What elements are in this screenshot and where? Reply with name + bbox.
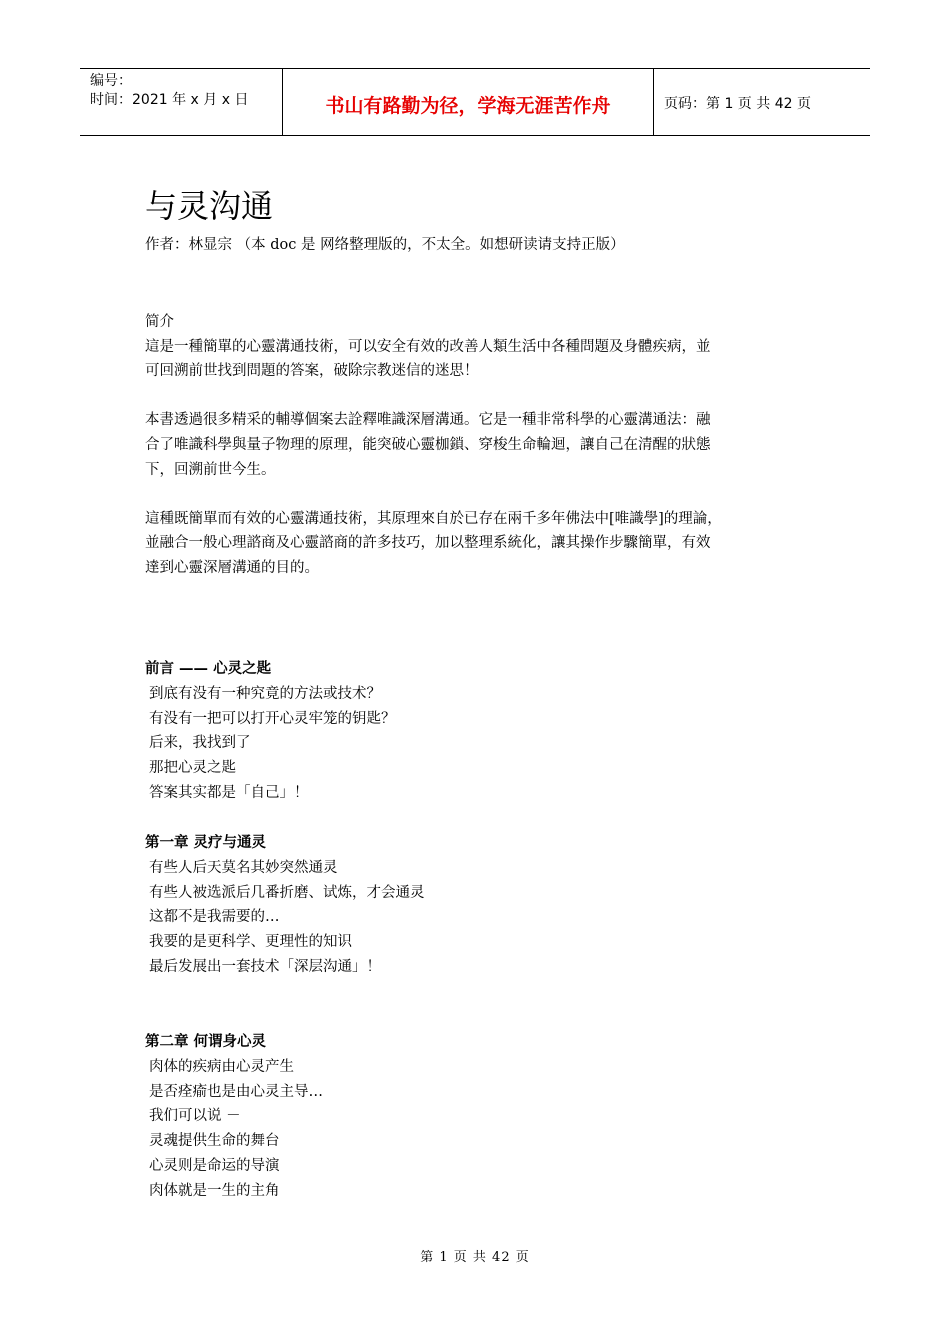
header-motto-text: 书山有路勤为径，学海无涯苦作舟 [325,94,611,117]
intro-p1-line2: 可回溯前世找到問題的答案，破除宗教迷信的迷思！ [145,363,479,380]
preface-line: 答案其实都是「自己」！ [149,784,309,801]
header-number: 编号： [90,73,132,89]
preface-heading: 前言 —— 心灵之匙 [145,661,272,677]
author-line: 作者：林显宗 （本 doc 是 网络整理版的，不太全。如想研读请支持正版） [145,237,625,253]
chapter2-line: 肉体就是一生的主角 [149,1182,280,1199]
intro-section [145,310,835,581]
intro-p1-line1: 這是一種簡單的心靈溝通技術，可以安全有效的改善人類生活中各種問題及身體疾病，並 [145,338,711,355]
header-page-text: 页码：第 1 页 共 42 页 [664,96,811,112]
chapter1-line: 这都不是我需要的… [149,909,280,926]
document-header [80,68,870,136]
chapter2-line: 是否痊瘉也是由心灵主导… [149,1083,323,1100]
chapter2-heading: 第二章 何谓身心灵 [145,1034,267,1050]
chapter2-line: 灵魂提供生命的舞台 [149,1133,280,1150]
intro-p2-line3: 下，回溯前世今生。 [145,461,276,478]
intro-p2-line1: 本書透過很多精采的輔導個案去詮釋唯識深層溝通。它是一種非常科學的心靈溝通法：融 [145,412,711,429]
intro-p3-line1: 這種既簡單而有效的心靈溝通技術，其原理來自於已存在兩千多年佛法中[唯識學]的理論， [145,510,722,527]
chapter2-line: 肉体的疾病由心灵产生 [149,1058,294,1075]
intro-heading: 简介 [145,314,174,330]
intro-p2-line2: 合了唯識科學與量子物理的原理，能突破心靈枷鎖、穿梭生命輪迴，讓自己在清醒的狀態 [145,436,711,453]
header-motto [282,69,654,135]
preface-line: 到底有没有一种究竟的方法或技术？ [149,685,381,702]
header-meta-cell [80,69,282,135]
chapter1-line: 我要的是更科学、更理性的知识 [149,934,352,951]
chapter1-line: 有些人被选派后几番折磨、试炼，才会通灵 [149,884,425,901]
header-time: 时间：2021 年 x 月 x 日 [90,92,249,108]
preface-line: 有没有一把可以打开心灵牢笼的钥匙？ [149,710,396,727]
preface-line: 后来，我找到了 [149,735,251,752]
chapter2-line: 我们可以说 － [149,1108,241,1125]
page-footer: 第 1 页 共 42 页 [420,1250,530,1265]
chapter1-section [145,831,745,980]
document-title: 与灵沟通 [145,187,274,225]
chapter2-line: 心灵则是命运的导演 [149,1157,280,1174]
preface-section [145,657,745,806]
chapter1-line: 有些人后天莫名其妙突然通灵 [149,859,338,876]
chapter1-line: 最后发展出一套技术「深层沟通」！ [149,958,381,975]
header-page-info [654,69,870,135]
preface-line: 那把心灵之匙 [149,760,236,777]
intro-p3-line3: 達到心靈深層溝通的目的。 [145,559,319,576]
chapter2-section [145,1030,745,1204]
chapter1-heading: 第一章 灵疗与通灵 [145,835,267,851]
intro-p3-line2: 並融合一般心理諮商及心靈諮商的許多技巧，加以整理系統化，讓其操作步驟簡單，有效 [145,535,711,552]
